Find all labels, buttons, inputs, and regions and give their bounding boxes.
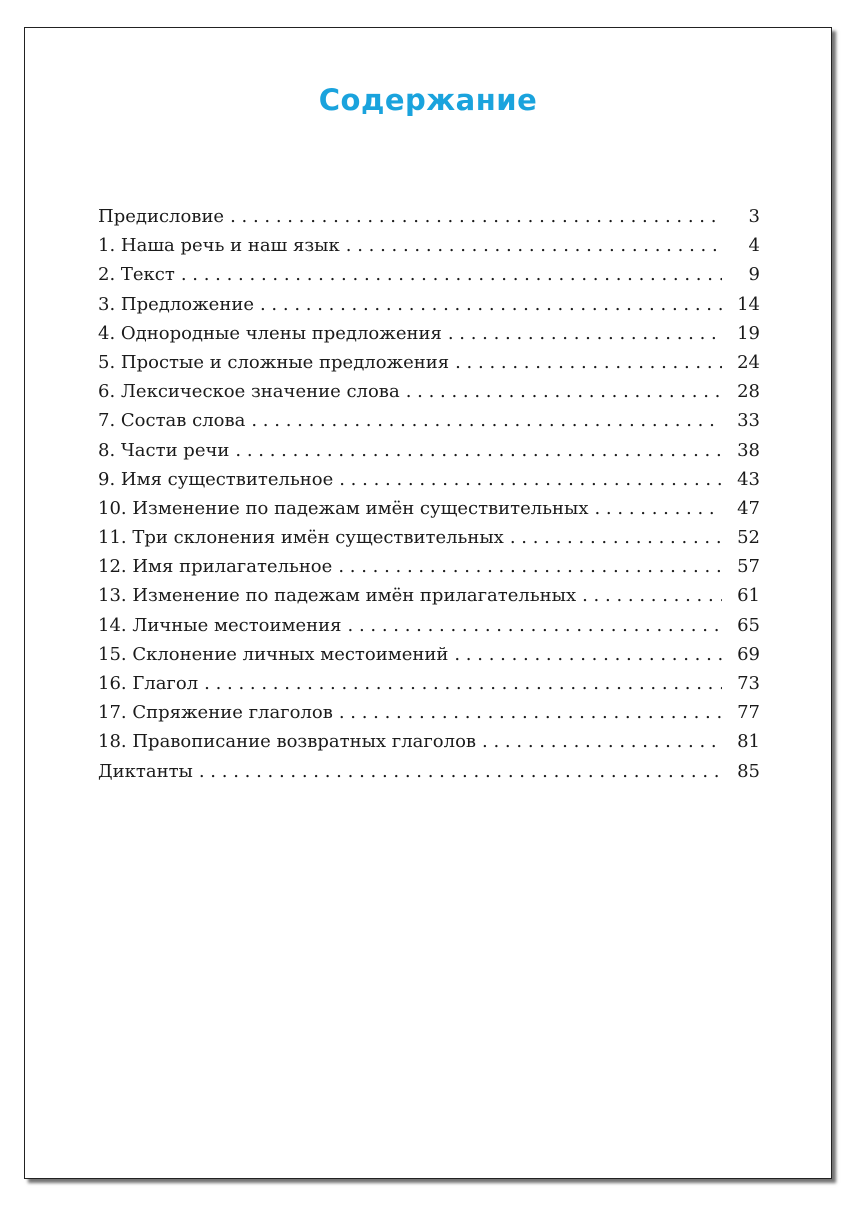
toc-entry [98,352,760,381]
toc-entry [98,702,760,731]
dot-leader [181,264,722,285]
dot-leader [251,410,722,431]
dot-leader [482,731,722,752]
toc-entry-page: 47 [737,497,760,519]
toc-entry-page: 28 [737,381,760,403]
toc-entry-page: 77 [737,702,760,724]
toc-entry-page: 43 [737,468,760,490]
toc-entry [98,761,760,790]
toc-entry-title: 18. Правописание возвратных глаголов [98,731,477,753]
toc-entry [98,323,760,352]
toc-entry-page: 33 [737,410,760,432]
toc-entry [98,410,760,439]
toc-entry [98,235,760,264]
dot-leader [510,527,722,548]
toc-entry-page: 38 [737,439,760,461]
toc-entry [98,498,760,527]
dot-leader [235,440,722,461]
toc-entry-title: 4. Однородные члены предложения [98,322,442,344]
toc-entry-page: 4 [748,235,760,257]
dot-leader [260,294,722,315]
toc-entry-page: 19 [737,322,760,344]
dot-leader [346,235,722,256]
toc-entry-title: 11. Три склонения имён существительных [98,527,504,549]
toc-entry-page: 61 [737,585,760,607]
toc-entry-title: 17. Спряжение глаголов [98,702,333,724]
toc-entry-page: 81 [737,731,760,753]
toc-entry-title: 2. Текст [98,264,175,286]
toc-entry [98,440,760,469]
dot-leader [199,761,722,782]
dot-leader [448,323,722,344]
toc-entry-page: 14 [737,293,760,315]
toc-entry-title: 6. Лексическое значение слова [98,381,400,403]
toc-entry-page: 85 [737,760,760,782]
page-title: Содержание [318,83,538,117]
dot-leader [454,644,722,665]
document-page [24,27,832,1179]
toc-entry-title: 3. Предложение [98,293,254,315]
toc-entry-title: 8. Части речи [98,439,230,461]
toc-entry-title: 5. Простые и сложные предложения [98,351,450,373]
dot-leader [594,498,722,519]
dot-leader [339,469,722,490]
dot-leader [582,585,722,606]
toc-entry [98,644,760,673]
toc-entry-page: 73 [737,673,760,694]
toc-entry [98,731,760,760]
toc-entry-title: 9. Имя существительное [98,468,334,490]
toc-entry [98,585,760,614]
toc-entry-title: 7. Состав слова [98,410,246,432]
toc-entry [98,206,760,235]
dot-leader [406,381,722,402]
toc-entry [98,527,760,556]
toc-entry [98,469,760,498]
toc-entry-page: 9 [748,264,760,286]
toc-entry-title: 16. Глагол [98,673,199,694]
toc-entry-page: 3 [748,206,760,227]
toc-entry-title: Предисловие [98,206,225,227]
dot-leader [455,352,722,373]
toc-entry-page: 24 [737,351,760,373]
toc-entry-page: 65 [737,614,760,636]
toc-entry-title: Диктанты [98,760,193,782]
toc-entry [98,615,760,644]
toc-entry [98,264,760,293]
toc-entry-title: 1. Наша речь и наш язык [98,235,340,257]
toc-entry [98,381,760,410]
dot-leader [348,615,723,636]
toc-entry [98,673,760,702]
toc-entry-title: 15. Склонение личных местоимений [98,643,449,665]
toc-entry-page: 69 [737,643,760,665]
dot-leader [339,702,722,723]
dot-leader [338,556,722,577]
table-of-contents [98,206,760,790]
toc-entry-title: 13. Изменение по падежам имён прилагательных [98,585,577,607]
toc-entry [98,556,760,585]
toc-entry-title: 14. Личные местоимения [98,614,342,636]
toc-entry-title: 12. Имя прилагательное [98,556,333,578]
dot-leader [230,206,722,227]
toc-entry-page: 57 [737,556,760,578]
dot-leader [204,673,722,694]
toc-entry-title: 10. Изменение по падежам имён существительных [98,497,589,519]
toc-entry [98,294,760,323]
toc-entry-page: 52 [737,527,760,549]
